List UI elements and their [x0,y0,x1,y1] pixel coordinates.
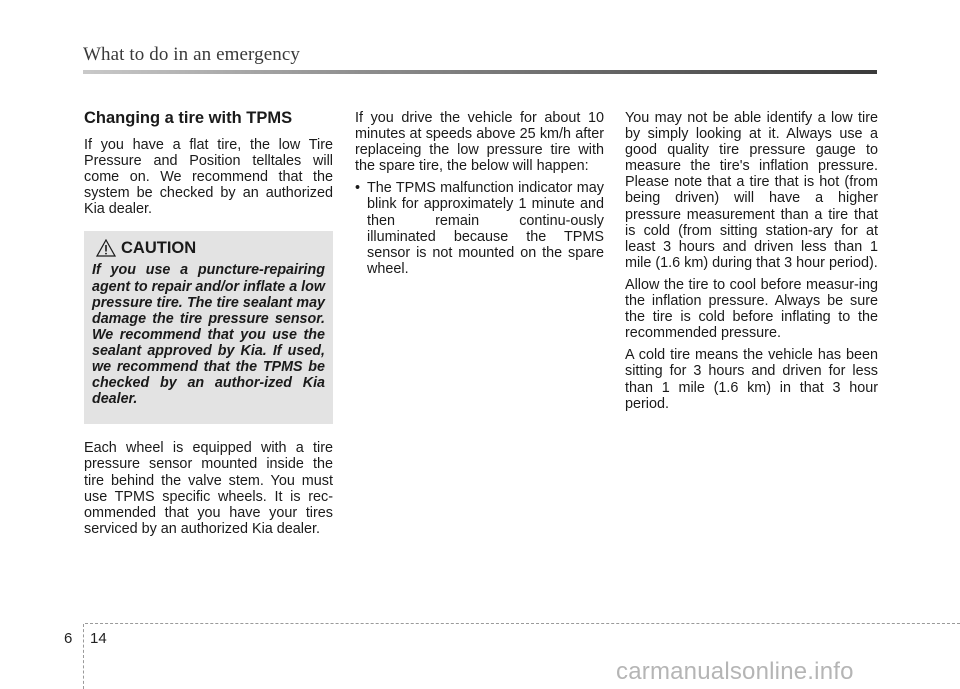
paragraph-cold-tire: A cold tire means the vehicle has been sitting for 3 hours and driven for less than 1 mile (1.6 km) in that 3 hour period. [625,347,878,412]
watermark: carmanualsonline.info [616,658,854,685]
column-1 [84,108,333,543]
footer-dashed-rule [85,623,960,624]
paragraph-identify-low-tire: You may not be able identify a low tire by simply looking at it. Always use a good quality tire pressure gauge to measure the tire's inflation pressure. Please note that a tire that is hot (from being driven) will have a higher pressure measurement than a tire that is cold (from sitting station-ary for at least 3 hours and driven less than 1 mile (1.6 km) during that 3 hour period). [625,110,878,271]
footer-vertical-rule [83,624,84,689]
bullet-mark: • [355,180,361,197]
warning-triangle-icon [96,239,116,257]
caution-header [92,239,325,257]
column-2 [355,110,604,277]
caution-text: If you use a puncture-repairing agent to repair and/or inflate a low pressure tire. The tire sealant may damage the tire pressure sensor. We recommend that you use the sealant approved by Kia. If used, we recommend that the TPMS be checked by an author-ized Kia dealer. [92,262,325,408]
caution-box [84,231,333,424]
paragraph-drive-spare: If you drive the vehicle for about 10 minutes at speeds above 25 km/h after replaceing the low pressure tire with the spare tire, the below will happen: [355,110,604,175]
page-header-title: What to do in an emergency [83,44,300,65]
bullet-item [355,180,604,277]
section-heading: Changing a tire with TPMS [84,109,293,127]
page-number: 14 [90,630,107,647]
paragraph-cool-tire: Allow the tire to cool before measur-ing the inflation pressure. Always be sure the tire is cold before inflating to the recommended pressure. [625,276,878,342]
column-3 [625,110,878,418]
chapter-number: 6 [64,630,73,647]
paragraph-flat-tire: If you have a flat tire, the low Tire Pressure and Position telltales will come on. We recommend that the system be checked by an authorized Kia dealer. [84,137,333,218]
paragraph-wheel-sensor: Each wheel is equipped with a tire pressure sensor mounted inside the tire behind the valve stem. You must use TPMS specific wheels. It is rec-ommended that you have your tires serviced by an authorized Kia dealer. [84,440,333,537]
header-rule [83,70,877,74]
bullet-text: The TPMS malfunction indicator may blink for approximately 1 minute and then remain continu-ously illuminated because the TPMS sensor is not mounted on the spare wheel. [367,180,604,277]
caution-title: CAUTION [121,239,197,258]
